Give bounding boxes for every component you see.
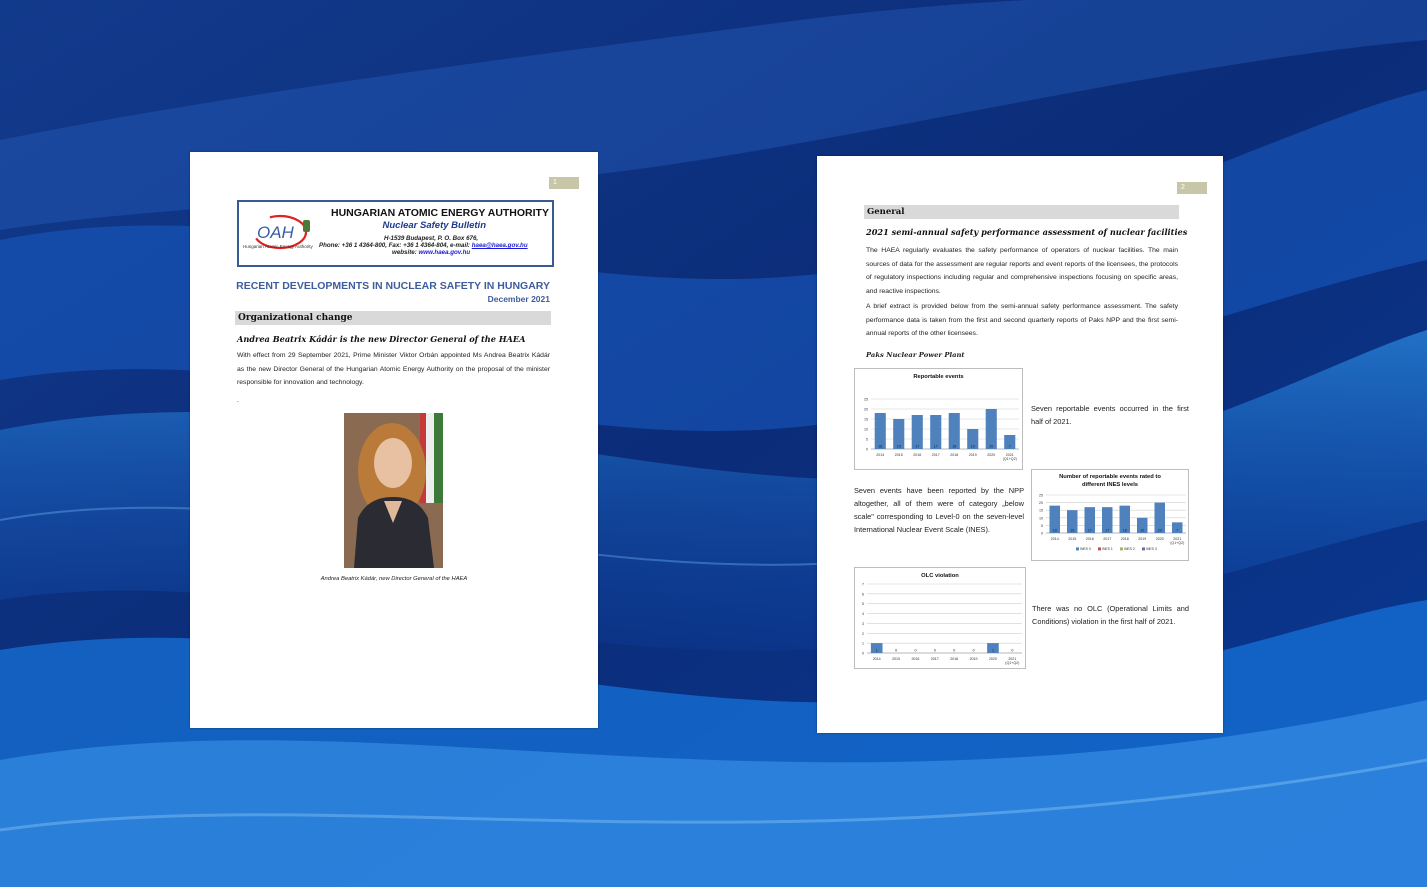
y-tick-label: 3 — [862, 621, 864, 626]
x-tick-label: 2020 — [988, 657, 997, 661]
page-number: 1 — [549, 177, 579, 189]
x-tick-label: 2019 — [969, 657, 978, 661]
legend-label: INES 3 — [1146, 547, 1157, 551]
x-tick-label: 2018 — [950, 453, 959, 457]
y-tick-label: 5 — [1041, 523, 1043, 528]
data-label: 15 — [1070, 528, 1075, 533]
data-label: 0 — [953, 648, 956, 653]
x-tick-label: 2014 — [876, 453, 885, 457]
data-label: 7 — [1176, 528, 1179, 533]
legend-label: INES 1 — [1102, 547, 1113, 551]
y-tick-label: 1 — [862, 641, 864, 646]
x-tick-label: 2021 (Q1+Q2) — [1005, 657, 1020, 666]
x-tick-label: 2017 — [1103, 537, 1112, 541]
org-name: HUNGARIAN ATOMIC ENERGY AUTHORITY — [331, 207, 549, 219]
y-tick-label: 15 — [864, 417, 868, 422]
contact-line — [319, 242, 528, 249]
chart-olc-violation — [854, 567, 1026, 669]
article-title: 2021 semi-annual safety performance assessment of nuclear facilities — [866, 227, 1188, 237]
y-tick-label: 25 — [864, 397, 868, 402]
x-tick-label: 2015 — [1068, 537, 1077, 541]
data-label: 1 — [875, 648, 878, 653]
bar — [986, 409, 997, 449]
logo-caption: Hungarian Atomic Energy Authority — [243, 244, 313, 249]
chart-title: OLC violation — [921, 573, 959, 579]
document-page-1 — [190, 152, 598, 728]
x-tick-label: 2016 — [1085, 537, 1094, 541]
data-label: 7 — [1008, 444, 1011, 449]
x-tick-label: 2019 — [1138, 537, 1147, 541]
letterhead — [237, 200, 554, 267]
x-tick-label: 2021 (Q1+Q2) — [1002, 453, 1017, 462]
section-heading: Organizational change — [235, 311, 551, 325]
y-tick-label: 20 — [1039, 501, 1043, 506]
svg-text:OAH: OAH — [257, 223, 294, 242]
chart-title: Reportable events — [913, 374, 964, 380]
chart-reportable-events — [854, 368, 1023, 470]
y-tick-label: 5 — [862, 602, 864, 607]
legend-swatch — [1142, 547, 1145, 550]
data-label: 17 — [915, 444, 920, 449]
paragraph-1: The HAEA regularly evaluates the safety performance of operators of nuclear facilities. The main sources of data for the assessment are regular reports and event reports of the licensees, the protocols of regulatory inspections including regular and comprehensive inspections focusing on specific areas, and reactive inspections. — [866, 247, 1178, 296]
y-tick-label: 10 — [1039, 516, 1043, 521]
data-label: 10 — [970, 444, 975, 449]
data-label: 18 — [1122, 528, 1127, 533]
y-tick-label: 4 — [862, 612, 864, 617]
x-tick-label: 2016 — [913, 453, 922, 457]
portrait-photo — [344, 413, 443, 568]
y-tick-label: 20 — [864, 407, 868, 412]
photo-caption: Andrea Beatrix Kádár, new Director General of the HAEA — [320, 576, 468, 582]
y-tick-label: 25 — [1039, 493, 1043, 498]
x-tick-label: 2015 — [894, 453, 903, 457]
y-tick-label: 6 — [862, 592, 864, 597]
section-heading: General — [864, 205, 1179, 219]
x-tick-label: 2020 — [1155, 537, 1164, 541]
legend-swatch — [1098, 547, 1101, 550]
x-tick-label: 2017 — [931, 453, 940, 457]
legend-swatch — [1120, 547, 1123, 550]
y-tick-label: 15 — [1039, 508, 1043, 513]
x-tick-label: 2017 — [930, 657, 939, 661]
x-tick-label: 2018 — [1120, 537, 1129, 541]
bulletin-date: December 2021 — [487, 294, 550, 304]
x-tick-label: 2019 — [968, 453, 977, 457]
side-text-2: Seven events have been reported by the NPP altogether, all of them were of category „below scale" corresponding to Level-0 on the seven-level International Nuclear Event Scale (INES). — [854, 486, 1024, 534]
data-label: 20 — [1157, 528, 1162, 533]
data-label: 18 — [952, 444, 957, 449]
x-tick-label: 2018 — [950, 657, 959, 661]
paragraph-2: A brief extract is provided below from the semi-annual safety performance assessment. The safety performance data is taken from the first and second quarterly reports of Paks NPP and the first semi-annual reports of the other licensees. — [866, 303, 1178, 338]
legend-swatch — [1076, 547, 1079, 550]
y-tick-label: 0 — [1041, 531, 1043, 536]
x-tick-label: 2014 — [1050, 537, 1059, 541]
data-label: 15 — [896, 444, 901, 449]
data-label: 17 — [1105, 528, 1110, 533]
website-link[interactable]: www.haea.gov.hu — [418, 249, 471, 256]
side-text-3: There was no OLC (Operational Limits and Conditions) violation in the first half of 2021. — [1032, 604, 1189, 626]
website-line — [392, 249, 470, 256]
phone-text: Phone: +36 1 4364-800, Fax: +36 1 4364-804, e-mail: — [319, 242, 472, 249]
side-text-1: Seven reportable events occurred in the first half of 2021. — [1031, 404, 1189, 426]
website-label: website: — [392, 249, 419, 256]
data-label: 0 — [1011, 648, 1014, 653]
data-label: 17 — [933, 444, 938, 449]
y-tick-label: 7 — [862, 582, 864, 587]
data-label: 0 — [895, 648, 898, 653]
y-tick-label: 5 — [866, 437, 868, 442]
subheading: Paks Nuclear Power Plant — [866, 351, 965, 359]
data-label: 20 — [989, 444, 994, 449]
x-tick-label: 2020 — [987, 453, 996, 457]
page-number: 2 — [1177, 182, 1207, 194]
data-label: 0 — [933, 648, 936, 653]
data-label: 1 — [991, 648, 994, 653]
address: H-1539 Budapest, P. O. Box 676, — [384, 235, 479, 242]
legend-label: INES 0 — [1080, 547, 1091, 551]
chart-ines-levels — [1031, 469, 1189, 561]
data-label: 18 — [878, 444, 883, 449]
x-tick-label: 2015 — [892, 657, 901, 661]
y-tick-label: 0 — [866, 447, 868, 452]
bulletin-name: Nuclear Safety Bulletin — [382, 220, 486, 231]
data-label: 10 — [1140, 528, 1145, 533]
y-tick-label: 10 — [864, 427, 868, 432]
article-title: Andrea Beatrix Kádár is the new Director General of the HAEA — [237, 334, 526, 344]
stray-dot: . — [237, 397, 239, 404]
document-page-2 — [817, 156, 1223, 733]
email-link[interactable]: haea@haea.gov.hu — [471, 242, 528, 249]
data-label: 17 — [1087, 528, 1092, 533]
data-label: 0 — [972, 648, 975, 653]
article-body: With effect from 29 September 2021, Prime Minister Viktor Orbán appointed Ms Andrea Beatrix Kádár as the new Director General of the Hungarian Atomic Energy Authority on the proposal of the minister responsible for innovation and technology. — [237, 352, 550, 387]
chart-title: Number of reportable events rated to different INES levels — [1059, 474, 1161, 488]
x-tick-label: 2016 — [911, 657, 920, 661]
data-label: 0 — [914, 648, 917, 653]
data-label: 18 — [1052, 528, 1057, 533]
y-tick-label: 2 — [862, 631, 864, 636]
bulletin-title: RECENT DEVELOPMENTS IN NUCLEAR SAFETY IN HUNGARY — [236, 280, 550, 292]
x-tick-label: 2014 — [872, 657, 881, 661]
legend-label: INES 2 — [1124, 547, 1135, 551]
y-tick-label: 0 — [862, 651, 864, 656]
x-tick-label: 2021 (Q1+Q2) — [1170, 537, 1185, 546]
